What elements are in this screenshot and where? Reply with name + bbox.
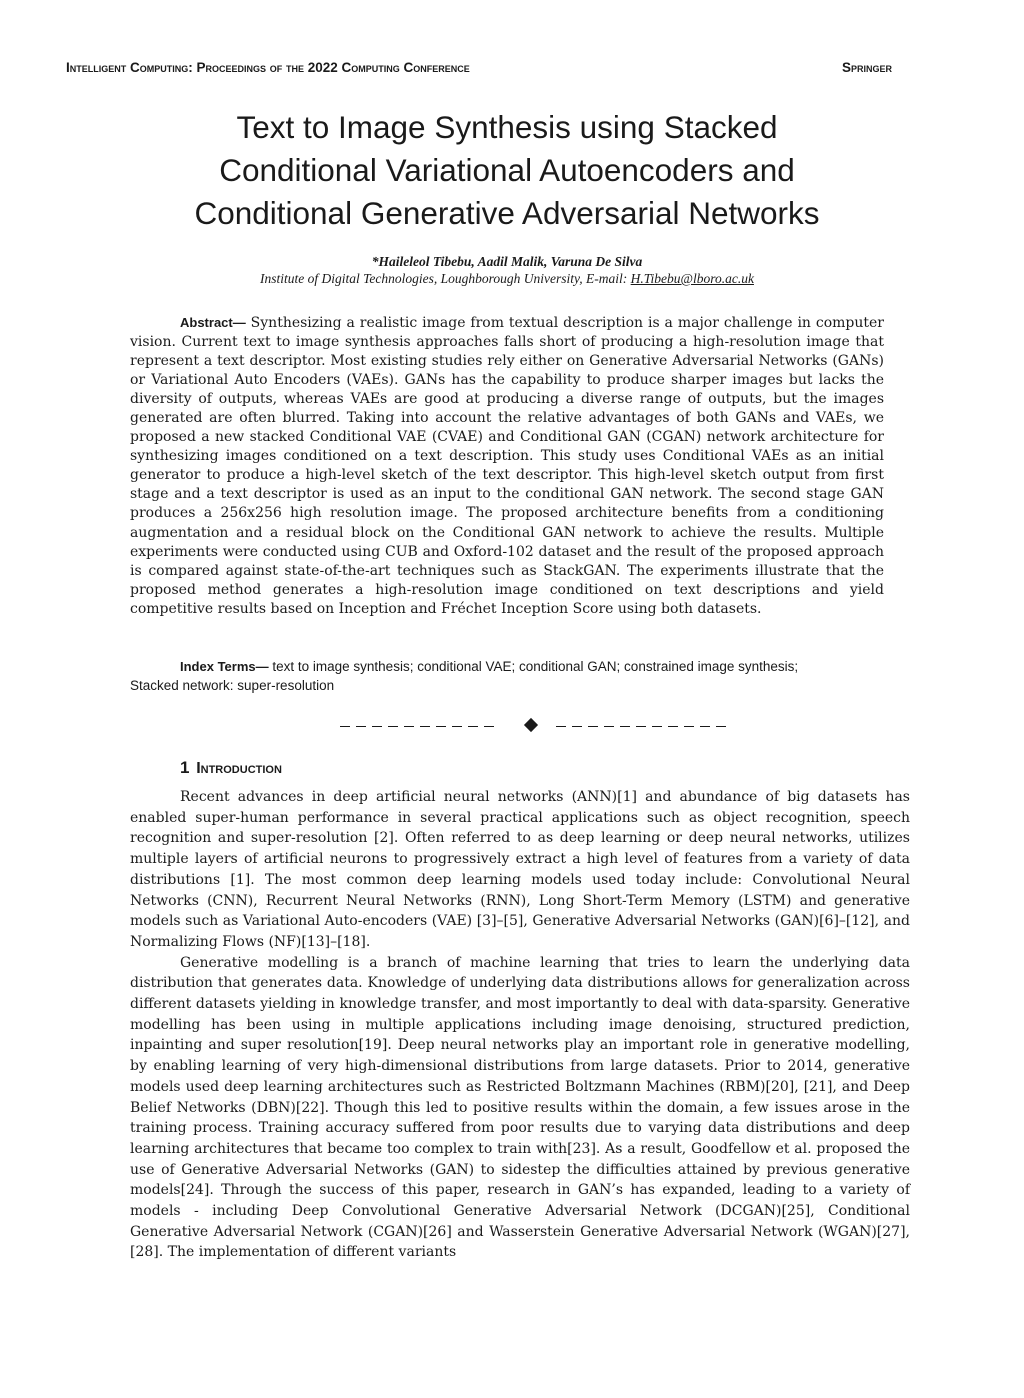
body-paragraph: Recent advances in deep artificial neural networks (ANN)[1] and abundance of big datasets has enabled super-human performance in several practical applications such as object recognition, speech recognition and super-resolution [2]. Often referred to as deep learning or deep neural networks, utilizes multiple layers of artificial neurons to progressively extract a high level of features from a variety of data distributions [1]. The most common deep learning models used today include: Convolutional Neural Networks (CNN), Recurrent Neural Networks (RNN), Long Short-Term Memory (LSTM) and generative models such as Variational Auto-encoders (VAE) [3]–[5], Generative Adversarial Networks (GAN)[6]–[12], and Normalizing Flows (NF)[13]–[18]. <box>130 789 910 950</box>
author-email-link[interactable]: H.Tibebu@lboro.ac.uk <box>630 271 754 286</box>
affiliation-text: Institute of Digital Technologies, Loughborough University, E-mail: <box>260 271 631 286</box>
section-number: 1 <box>180 758 190 777</box>
running-header-conference: Intelligent Computing: Proceedings of the 2022 Computing Conference <box>66 60 470 75</box>
body-paragraph: Generative modelling is a branch of machine learning that tries to learn the underlying data distribution that generates data. Knowledge of underlying data distributions allows for generalization across different datasets yielding in knowledge transfer, and most importantly to deal with data-sparsity. Generative modelling has been using in multiple applications including image denoising, structured prediction, inpainting and super resolution[19]. Deep neural networks play an important role in generative modelling, by enabling learning of very high-dimensional distributions from large datasets. Prior to 2014, generative models used deep learning architectures such as Restricted Boltzmann Machines (RBM)[20], [21], and Deep Belief Networks (DBN)[22]. Though this led to positive results within the domain, a few issues arose in the training process. Training accuracy suffered from poor results due to varying data distributions and deep learning architectures that became too complex to train with[23]. As a result, Goodfellow et al. proposed the use of Generative Adversarial Networks (GAN) to sidestep the difficulties attained by previous generative models[24]. Through the success of this paper, research in GAN’s has expanded, leading to a variety of models - including Deep Convolutional Generative Adversarial Network (DCGAN)[25], Conditional Generative Adversarial Network (CGAN)[26] and Wasserstein Generative Adversarial Network (WGAN)[27], [28]. The implementation of different variants <box>130 954 910 1261</box>
author-list: *Haileleol Tibebu, Aadil Malik, Varuna De Silva <box>371 254 643 269</box>
section-divider <box>340 717 725 737</box>
running-header-publisher: Springer <box>841 60 892 75</box>
index-terms-line-1: text to image synthesis; conditional VAE; conditional GAN; constrained image synthesis; <box>268 659 799 674</box>
title-line: Text to Image Synthesis using Stacked <box>236 109 778 145</box>
paper-title <box>112 106 902 235</box>
abstract <box>130 313 884 619</box>
affiliation <box>112 271 902 287</box>
diamond-icon <box>524 718 538 732</box>
running-header <box>66 60 892 80</box>
index-terms-line-2: Stacked network: super-resolution <box>130 678 335 693</box>
abstract-text: Synthesizing a realistic image from textual description is a major challenge in computer vision. Current text to image synthesis approaches falls short of producing a high-resolution image that represent a text descriptor. Most existing studies rely either on Generative Adversarial Networks (GANs) or Variational Auto Encoders (VAEs). GANs has the capability to produce sharper images but lacks the diversity of outputs, whereas VAEs are good at producing a diverse range of outputs, but the images generated are often blurred. Taking into account the relative advantages of both GANs and VAEs, we proposed a new stacked Conditional VAE (CVAE) and Conditional GAN (CGAN) network architecture for synthesizing images conditioned on a text description. This study uses Conditional VAEs as an initial generator to produce a high-level sketch of the text descriptor. This high-level sketch output from first stage and a text descriptor is used as an input to the conditional GAN network. The second stage GAN produces a 256x256 high resolution image. The proposed architecture benefits from a conditioning augmentation and a residual block on the Conditional GAN network to achieve the results. Multiple experiments were conducted using CUB and Oxford-102 dataset and the result of the proposed approach is compared against state-of-the-art techniques such as StackGAN. The experiments illustrate that the proposed method generates a high-resolution image conditioned on text descriptions and yield competitive results based on Inception and Fréchet Inception Score using both datasets. <box>130 315 884 617</box>
title-line: Conditional Variational Autoencoders and <box>219 152 795 188</box>
section-title: Introduction <box>196 760 282 777</box>
title-line: Conditional Generative Adversarial Networks <box>194 195 820 231</box>
section-body <box>130 787 910 1263</box>
index-terms-label: Index Terms— <box>180 659 269 674</box>
index-terms <box>130 657 890 695</box>
abstract-label: Abstract— <box>180 315 246 330</box>
section-heading <box>180 758 282 778</box>
